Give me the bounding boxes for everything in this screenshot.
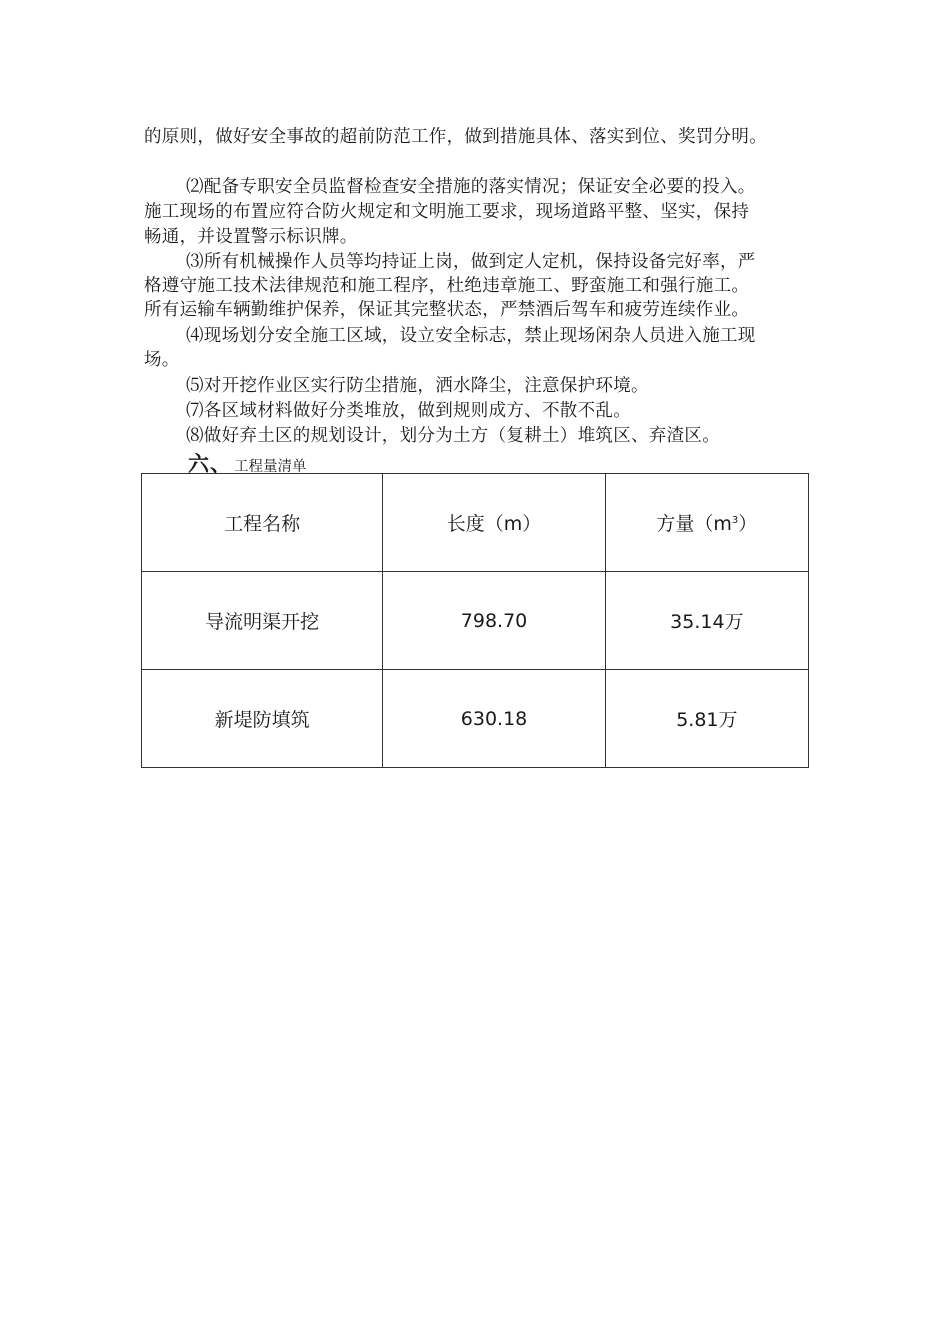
paragraph-line: ⑸对开挖作业区实行防尘措施，洒水降尘，注意保护环境。 <box>186 376 649 396</box>
table-row <box>142 572 809 670</box>
paragraph-line: 的原则，做好安全事故的超前防范工作，做到措施具体、落实到位、奖罚分明。 <box>144 127 767 147</box>
table-cell: 5.81万 <box>605 670 808 768</box>
paragraph-line: 格遵守施工技术法律规范和施工程序，杜绝违章施工、野蛮施工和强行施工。 <box>144 276 750 296</box>
table-header-row <box>142 474 809 572</box>
section-title: 工程量清单 <box>234 459 307 475</box>
paragraph-line: ⑺各区域材料做好分类堆放，做到规则成方、不散不乱。 <box>186 401 631 421</box>
paragraph-line: 畅通，并设置警示标识牌。 <box>144 227 358 247</box>
section-number: 六、 <box>188 452 232 476</box>
paragraph-line: 施工现场的布置应符合防火规定和文明施工要求，现场道路平整、坚实，保持 <box>144 202 750 222</box>
paragraph-line: 场。 <box>144 350 180 370</box>
paragraph-line: ⑵配备专职安全员监督检查安全措施的落实情况；保证安全必要的投入。 <box>186 177 756 197</box>
header-volume-text: 方量（m <box>656 513 732 535</box>
table-cell: 新堤防填筑 <box>142 670 383 768</box>
table-row <box>142 670 809 768</box>
table-cell: 798.70 <box>383 572 605 670</box>
table-cell: 导流明渠开挖 <box>142 572 383 670</box>
header-cell-volume <box>605 474 808 572</box>
paragraph-line: ⑷现场划分安全施工区域，设立安全标志，禁止现场闲杂人员进入施工现 <box>186 326 756 346</box>
paragraph-line: ⑻做好弃土区的规划设计，划分为土方（复耕土）堆筑区、弃渣区。 <box>186 426 720 446</box>
header-cell-length: 长度（m） <box>383 474 605 572</box>
unit-superscript: 3 <box>731 515 739 526</box>
paragraph-line: 所有运输车辆勤维护保养，保证其完整状态，严禁酒后驾车和疲劳连续作业。 <box>144 300 750 320</box>
header-volume-close: ） <box>738 513 758 535</box>
header-cell-name: 工程名称 <box>142 474 383 572</box>
table-cell: 630.18 <box>383 670 605 768</box>
table-cell: 35.14万 <box>605 572 808 670</box>
quantity-table <box>141 473 809 768</box>
paragraph-line: ⑶所有机械操作人员等均持证上岗，做到定人定机，保持设备完好率，严 <box>186 252 756 272</box>
